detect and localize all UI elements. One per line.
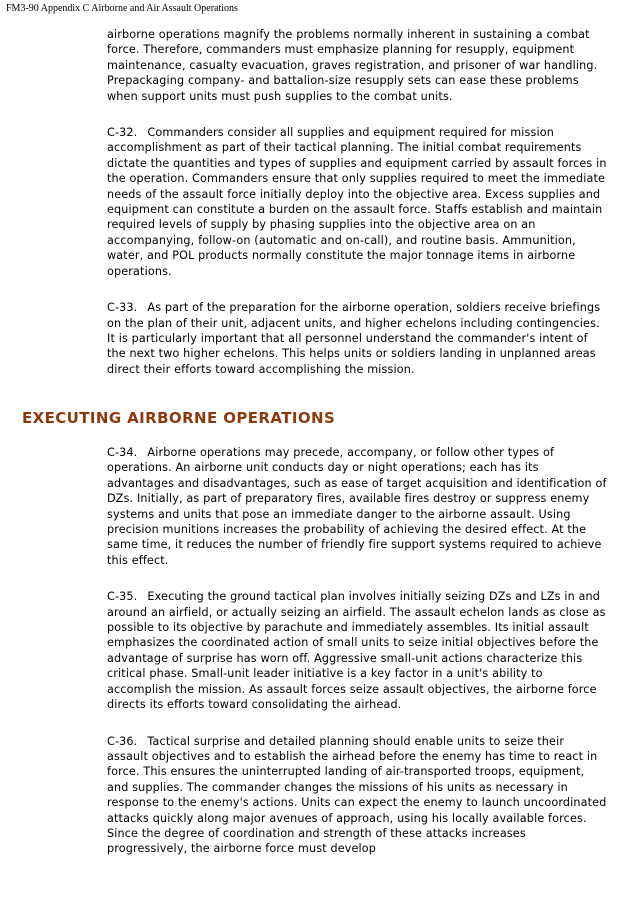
section-heading: EXECUTING AIRBORNE OPERATIONS [22, 409, 336, 427]
paragraph-number: C-32. [107, 126, 138, 140]
paragraph-c33 [107, 300, 607, 377]
paragraph-c36 [107, 734, 607, 857]
paragraph-text: Airborne operations may precede, accompany, or follow other types of operations. An airborne unit conducts day or night operations; each has its advantages and disadvantages, such as ease of target acquisition and identification of DZs. Initially, as part of preparatory fires, available fires destroy or suppress enemy systems and units that pose an immediate danger to the airborne assault. Using precision munitions increases the probability of achieving the desired effect. At the same time, it reduces the number of friendly fire support systems required to achieve this effect. [107, 446, 607, 567]
paragraph-c34 [107, 445, 607, 568]
paragraph-c32 [107, 125, 607, 279]
paragraph-continued: airborne operations magnify the problems normally inherent in sustaining a combat force. Therefore, commanders must emphasize planning for resupply, equipment maintenance, casualty evacuation, graves registration, and prisoner of war handling. Prepackaging company- and battalion-size resupply sets can ease these problems when support units must push supplies to the combat units. [107, 28, 598, 103]
body-text-executing [107, 445, 607, 857]
paragraph-c35 [107, 589, 607, 712]
paragraph-number: C-34. [107, 446, 138, 459]
running-header: FM3-90 Appendix C Airborne and Air Assault Operations [6, 3, 238, 14]
paragraph-text: Executing the ground tactical plan involves initially seizing DZs and LZs in and around an airfield, or actually seizing an airfield. The assault echelon lands as close as possible to its objective by parachute and immediately assembles. Its initial assault emphasizes the coordinated action of small units to seize initial objectives before the advantage of surprise has worn off. Aggressive small-unit actions characterize this critical phase. Small-unit leader initiative is a key factor in a unit's ability to accomplish the mission. As assault forces seize assault objectives, the airborne force directs its efforts toward consolidating the airhead. [107, 590, 606, 712]
paragraph-number: C-35. [107, 590, 138, 604]
paragraph-text: Commanders consider all supplies and equipment required for mission accomplishment as part of their tactical planning. The initial combat requirements dictate the quantities and types of supplies and equipment carried by assault forces in the operation. Commanders ensure that only supplies required to meet the immediate needs of the assault force initially deploy into the objective area. Excess supplies and equipment can constitute a burden on the assault force. Staffs establish and maintain required levels of supply by phasing supplies into the objective area on an accompanying, follow-on (automatic and on-call), and routine basis. Ammunition, water, and POL products normally constitute the major tonnage items in airborne operations. [107, 126, 607, 278]
body-text-top [107, 27, 607, 377]
paragraph-text: As part of the preparation for the airborne operation, soldiers receive briefings on the plan of their unit, adjacent units, and higher echelons including contingencies. It is particularly important that all personnel understand the commander's intent of the next two higher echelons. This helps units or soldiers landing in unplanned areas direct their efforts toward accomplishing the mission. [107, 301, 601, 376]
paragraph-text: Tactical surprise and detailed planning should enable units to seize their assault objectives and to establish the airhead before the enemy has time to react in force. This ensures the uninterrupted landing of air-transported troops, equipment, and supplies. The commander changes the missions of his units as necessary in response to the enemy's actions. Units can expect the enemy to launch uncoordinated attacks quickly along major avenues of approach, using his locally available forces. Since the degree of coordination and strength of these attacks increases progressively, the airborne force must develop [107, 734, 607, 856]
paragraph-number: C-33. [107, 301, 138, 315]
paragraph-number: C-36. [107, 734, 138, 748]
